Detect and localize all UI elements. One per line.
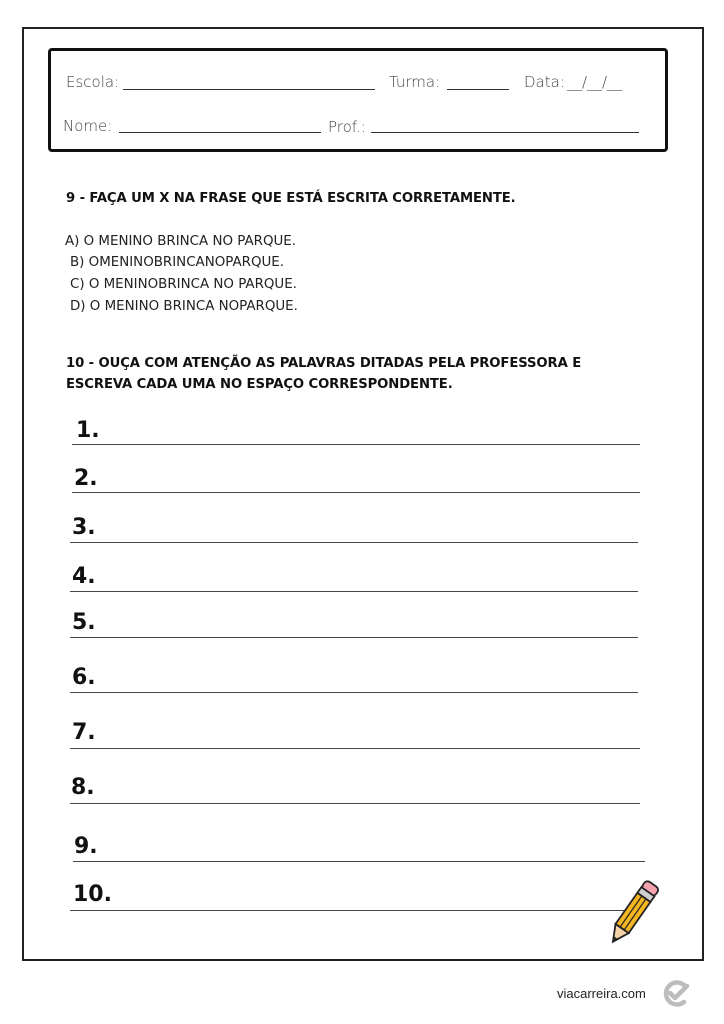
word-line-1[interactable] bbox=[72, 444, 640, 445]
word-line-4-number: 4. bbox=[72, 564, 96, 589]
word-line-9-number: 9. bbox=[74, 834, 98, 859]
prof-label: Prof.: bbox=[328, 118, 366, 136]
question-10-title-line2: ESCREVA CADA UMA NO ESPAÇO CORRESPONDENTE. bbox=[66, 377, 453, 392]
word-line-2-number: 2. bbox=[74, 466, 98, 491]
word-line-8-number: 8. bbox=[71, 775, 95, 800]
question-9-title: 9 - FAÇA UM X NA FRASE QUE ESTÁ ESCRITA CORRETAMENTE. bbox=[66, 191, 516, 206]
nome-field[interactable] bbox=[119, 132, 321, 133]
word-line-4[interactable] bbox=[70, 591, 638, 592]
option-a[interactable]: A) O MENINO BRINCA NO PARQUE. bbox=[65, 234, 297, 249]
word-line-5[interactable] bbox=[70, 637, 638, 638]
option-c[interactable]: C) O MENINOBRINCA NO PARQUE. bbox=[70, 277, 297, 292]
word-line-1-number: 1. bbox=[76, 418, 100, 443]
option-b[interactable]: B) OMENINOBRINCANOPARQUE. bbox=[70, 255, 285, 270]
question-10-title-line1: 10 - OUÇA COM ATENÇÃO AS PALAVRAS DITADAS PELA PROFESSORA E bbox=[66, 356, 582, 371]
escola-field[interactable] bbox=[123, 89, 375, 90]
word-line-5-number: 5. bbox=[72, 610, 96, 635]
footer-site: viacarreira.com bbox=[557, 986, 646, 1001]
word-line-2[interactable] bbox=[72, 492, 640, 493]
check-logo-icon bbox=[660, 978, 690, 1008]
option-d[interactable]: D) O MENINO BRINCA NOPARQUE. bbox=[70, 299, 298, 314]
data-field[interactable]: __/__/__ bbox=[567, 73, 623, 91]
page-frame bbox=[22, 27, 704, 961]
word-line-8[interactable] bbox=[70, 803, 640, 804]
prof-field[interactable] bbox=[371, 132, 639, 133]
word-line-10[interactable] bbox=[70, 910, 630, 911]
word-line-3-number: 3. bbox=[72, 515, 96, 540]
word-line-7-number: 7. bbox=[72, 720, 96, 745]
data-label: Data: bbox=[524, 73, 565, 91]
nome-label: Nome: bbox=[63, 117, 113, 135]
word-line-6-number: 6. bbox=[72, 665, 96, 690]
word-line-3[interactable] bbox=[70, 542, 638, 543]
pencil-icon bbox=[598, 876, 668, 951]
student-info-box bbox=[48, 48, 668, 152]
escola-label: Escola: bbox=[66, 73, 120, 91]
word-line-7[interactable] bbox=[70, 748, 640, 749]
turma-field[interactable] bbox=[447, 89, 509, 90]
word-line-6[interactable] bbox=[70, 692, 638, 693]
turma-label: Turma: bbox=[389, 73, 441, 91]
word-line-9[interactable] bbox=[73, 861, 645, 862]
word-line-10-number: 10. bbox=[73, 882, 112, 907]
